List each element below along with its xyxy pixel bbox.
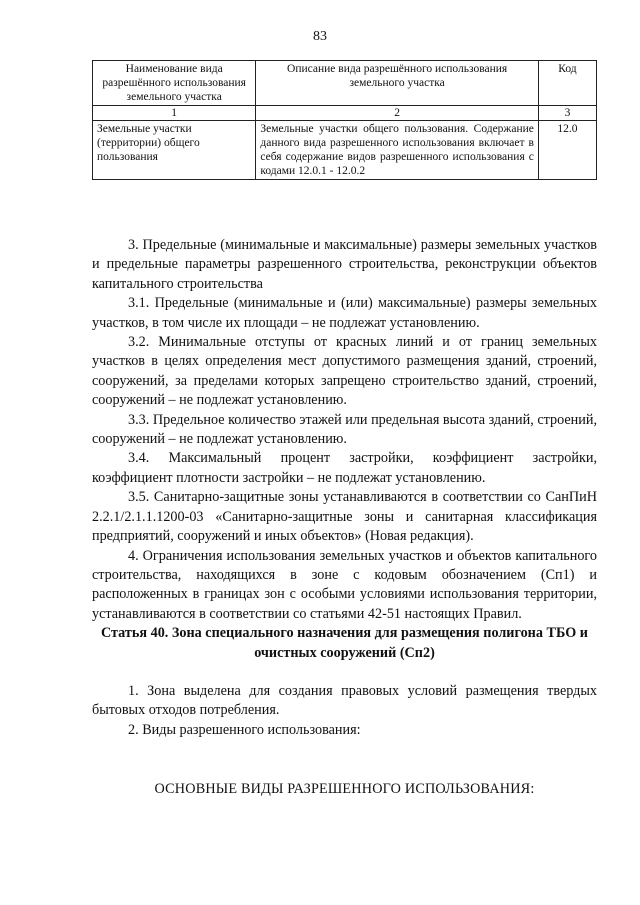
paragraph: 1. Зона выделена для создания правовых условий размещения твердых бытовых отходов потребления.: [92, 682, 597, 719]
paragraph: 3.1. Предельные (минимальные и (или) максимальные) размеры земельных участков, в том числе их площади – не подлежат установлению.: [92, 295, 597, 331]
paragraph: 3.3. Предельное количество этажей или предельная высота зданий, строений, сооружений – не подлежат установлению.: [92, 411, 597, 448]
paragraph: 3.5. Санитарно-защитные зоны устанавливаются в соответствии со СанПиН 2.2.1/2.1.1.1200-03 «Санитарно-защитные зоны и санитарная классификация предприятий, сооружений и иных объектов» (Новая редакция).: [92, 489, 597, 545]
cell-name: Земельные участки (территории) общего пользования: [93, 121, 256, 180]
paragraph: 3.2. Минимальные отступы от красных линий и от границ земельных участков в целях определения мест допустимого размещения зданий, строений, сооружений, за пределами которых запрещено строительство зданий, строений, сооружений – не подлежат установлению.: [92, 334, 597, 409]
column-number: 2: [256, 106, 539, 121]
cell-description: Земельные участки общего пользования. Содержание данного вида разрешенного использования включает в себя содержание видов разрешенного использования с кодами 12.0.1 - 12.0.2: [256, 121, 539, 180]
header-description: Описание вида разрешённого использования земельного участка: [256, 61, 539, 106]
column-number: 3: [538, 106, 596, 121]
table-row: [93, 121, 597, 180]
section-caption: ОСНОВНЫЕ ВИДЫ РАЗРЕШЕННОГО ИСПОЛЬЗОВАНИЯ:: [154, 781, 535, 798]
paragraph: 3.4. Максимальный процент застройки, коэффициент застройки, коэффициент плотности застройки – не подлежат установлению.: [92, 450, 597, 486]
spacer: [92, 740, 597, 780]
document-body: [92, 236, 597, 800]
page-number: 83: [313, 29, 327, 44]
article-heading: Статья 40. Зона специального назначения для размещения полигона ТБО и очистных сооружений (Сп2): [100, 625, 588, 661]
paragraph: 3. Предельные (минимальные и максимальные) размеры земельных участков и предельные параметры разрешенного строительства, реконструкции объектов капитального строительства: [92, 237, 597, 292]
header-name: Наименование вида разрешённого использования земельного участка: [93, 61, 256, 106]
cell-code: 12.0: [538, 121, 596, 180]
land-use-table: [92, 60, 597, 180]
column-number-row: [93, 106, 597, 121]
spacer: [92, 663, 597, 682]
header-code: Код: [538, 61, 596, 106]
paragraph: 2. Виды разрешенного использования:: [128, 721, 361, 738]
column-number: 1: [93, 106, 256, 121]
paragraph: 4. Ограничения использования земельных участков и объектов капитального строительства, находящихся в зоне с кодовым обозначением (Сп1) и расположенных в границах зон с особыми условиями использования территории, устанавливаются в соответствии со статьями 42-51 настоящих Правил.: [92, 547, 597, 622]
table-header-row: [93, 61, 597, 106]
